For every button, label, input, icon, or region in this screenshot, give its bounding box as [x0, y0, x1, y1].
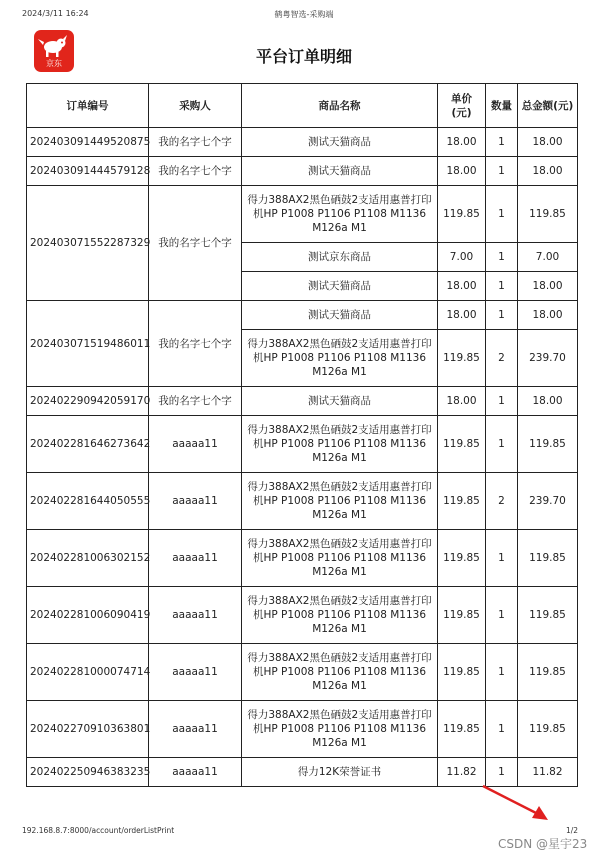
total-cell: 18.00	[518, 157, 578, 186]
product-cell: 得力388AX2黑色硒鼓2支适用惠普打印机HP P1008 P1106 P1108 M1136 M126a M1	[242, 701, 438, 758]
unit-price-cell: 119.85	[438, 530, 486, 587]
buyer-cell: aaaaa11	[149, 416, 242, 473]
order-no-cell: 202402281006090419	[27, 587, 149, 644]
unit-price-cell: 119.85	[438, 587, 486, 644]
unit-price-cell: 18.00	[438, 157, 486, 186]
total-cell: 18.00	[518, 301, 578, 330]
total-cell: 18.00	[518, 128, 578, 157]
quantity-cell: 1	[486, 701, 518, 758]
order-no-cell: 202402250946383235	[27, 758, 149, 787]
page-title: 平台订单明细	[255, 47, 352, 66]
order-no-cell: 202402270910363801	[27, 701, 149, 758]
order-no-cell: 202403071552287329	[27, 186, 149, 301]
csdn-watermark: CSDN @星宇23	[498, 837, 588, 851]
col-header-product: 商品名称	[242, 84, 438, 128]
order-no-cell: 202402281006302152	[27, 530, 149, 587]
app-title: 鹤粤智选-采购端	[274, 10, 334, 19]
total-cell: 119.85	[518, 587, 578, 644]
col-header-unit-price: 单价(元)	[438, 84, 486, 128]
unit-price-cell: 119.85	[438, 473, 486, 530]
col-header-total: 总金额(元)	[518, 84, 578, 128]
print-date: 2024/3/11 16:24	[22, 9, 89, 18]
quantity-cell: 2	[486, 330, 518, 387]
total-cell: 18.00	[518, 387, 578, 416]
product-cell: 得力388AX2黑色硒鼓2支适用惠普打印机HP P1008 P1106 P1108 M1136 M126a M1	[242, 587, 438, 644]
order-no-cell: 202403071519486011	[27, 301, 149, 387]
buyer-cell: 我的名字七个字	[149, 186, 242, 301]
product-cell: 测试天猫商品	[242, 128, 438, 157]
product-cell: 得力388AX2黑色硒鼓2支适用惠普打印机HP P1008 P1106 P1108 M1136 M126a M1	[242, 530, 438, 587]
buyer-cell: aaaaa11	[149, 701, 242, 758]
quantity-cell: 1	[486, 128, 518, 157]
order-no-cell: 202402281646273642	[27, 416, 149, 473]
total-cell: 11.82	[518, 758, 578, 787]
unit-price-cell: 18.00	[438, 128, 486, 157]
quantity-cell: 1	[486, 243, 518, 272]
quantity-cell: 1	[486, 301, 518, 330]
product-cell: 测试天猫商品	[242, 157, 438, 186]
order-no-cell: 202403091444579128	[27, 157, 149, 186]
buyer-cell: 我的名字七个字	[149, 301, 242, 387]
total-cell: 119.85	[518, 701, 578, 758]
product-cell: 得力388AX2黑色硒鼓2支适用惠普打印机HP P1008 P1106 P1108 M1136 M126a M1	[242, 416, 438, 473]
order-no-cell: 202403091449520875	[27, 128, 149, 157]
unit-price-cell: 18.00	[438, 301, 486, 330]
buyer-cell: aaaaa11	[149, 530, 242, 587]
buyer-cell: 我的名字七个字	[149, 387, 242, 416]
unit-price-cell: 7.00	[438, 243, 486, 272]
total-cell: 18.00	[518, 272, 578, 301]
buyer-cell: aaaaa11	[149, 473, 242, 530]
total-cell: 119.85	[518, 530, 578, 587]
quantity-cell: 1	[486, 272, 518, 301]
order-no-cell: 202402281000074714	[27, 644, 149, 701]
total-cell: 239.70	[518, 473, 578, 530]
product-cell: 测试天猫商品	[242, 387, 438, 416]
unit-price-cell: 119.85	[438, 416, 486, 473]
buyer-cell: aaaaa11	[149, 587, 242, 644]
quantity-cell: 1	[486, 416, 518, 473]
unit-price-cell: 119.85	[438, 701, 486, 758]
product-cell: 得力388AX2黑色硒鼓2支适用惠普打印机HP P1008 P1106 P1108 M1136 M126a M1	[242, 330, 438, 387]
product-cell: 得力388AX2黑色硒鼓2支适用惠普打印机HP P1008 P1106 P1108 M1136 M126a M1	[242, 644, 438, 701]
quantity-cell: 1	[486, 758, 518, 787]
order-no-cell: 202402281644050555	[27, 473, 149, 530]
total-cell: 239.70	[518, 330, 578, 387]
buyer-cell: aaaaa11	[149, 758, 242, 787]
print-url: 192.168.8.7:8000/account/orderListPrint	[22, 826, 175, 835]
quantity-cell: 1	[486, 530, 518, 587]
product-cell: 测试天猫商品	[242, 301, 438, 330]
product-cell: 得力388AX2黑色硒鼓2支适用惠普打印机HP P1008 P1106 P1108 M1136 M126a M1	[242, 473, 438, 530]
order-no-cell: 202402290942059170	[27, 387, 149, 416]
buyer-cell: 我的名字七个字	[149, 128, 242, 157]
col-header-quantity: 数量	[486, 84, 518, 128]
jd-brand-text: 京东	[46, 59, 62, 68]
unit-price-cell: 119.85	[438, 186, 486, 243]
unit-price-cell: 119.85	[438, 644, 486, 701]
quantity-cell: 1	[486, 644, 518, 701]
product-cell: 测试天猫商品	[242, 272, 438, 301]
unit-price-cell: 119.85	[438, 330, 486, 387]
page-indicator: 1/2	[566, 826, 579, 835]
buyer-cell: 我的名字七个字	[149, 157, 242, 186]
quantity-cell: 2	[486, 473, 518, 530]
col-header-buyer: 采购人	[149, 84, 242, 128]
unit-price-cell: 11.82	[438, 758, 486, 787]
product-cell: 得力12K荣誉证书	[242, 758, 438, 787]
total-cell: 119.85	[518, 416, 578, 473]
unit-price-cell: 18.00	[438, 272, 486, 301]
total-cell: 7.00	[518, 243, 578, 272]
quantity-cell: 1	[486, 587, 518, 644]
quantity-cell: 1	[486, 387, 518, 416]
col-header-order-no: 订单编号	[27, 84, 149, 128]
quantity-cell: 1	[486, 157, 518, 186]
total-cell: 119.85	[518, 186, 578, 243]
unit-price-cell: 18.00	[438, 387, 486, 416]
product-cell: 测试京东商品	[242, 243, 438, 272]
quantity-cell: 1	[486, 186, 518, 243]
total-cell: 119.85	[518, 644, 578, 701]
product-cell: 得力388AX2黑色硒鼓2支适用惠普打印机HP P1008 P1106 P1108 M1136 M126a M1	[242, 186, 438, 243]
buyer-cell: aaaaa11	[149, 644, 242, 701]
